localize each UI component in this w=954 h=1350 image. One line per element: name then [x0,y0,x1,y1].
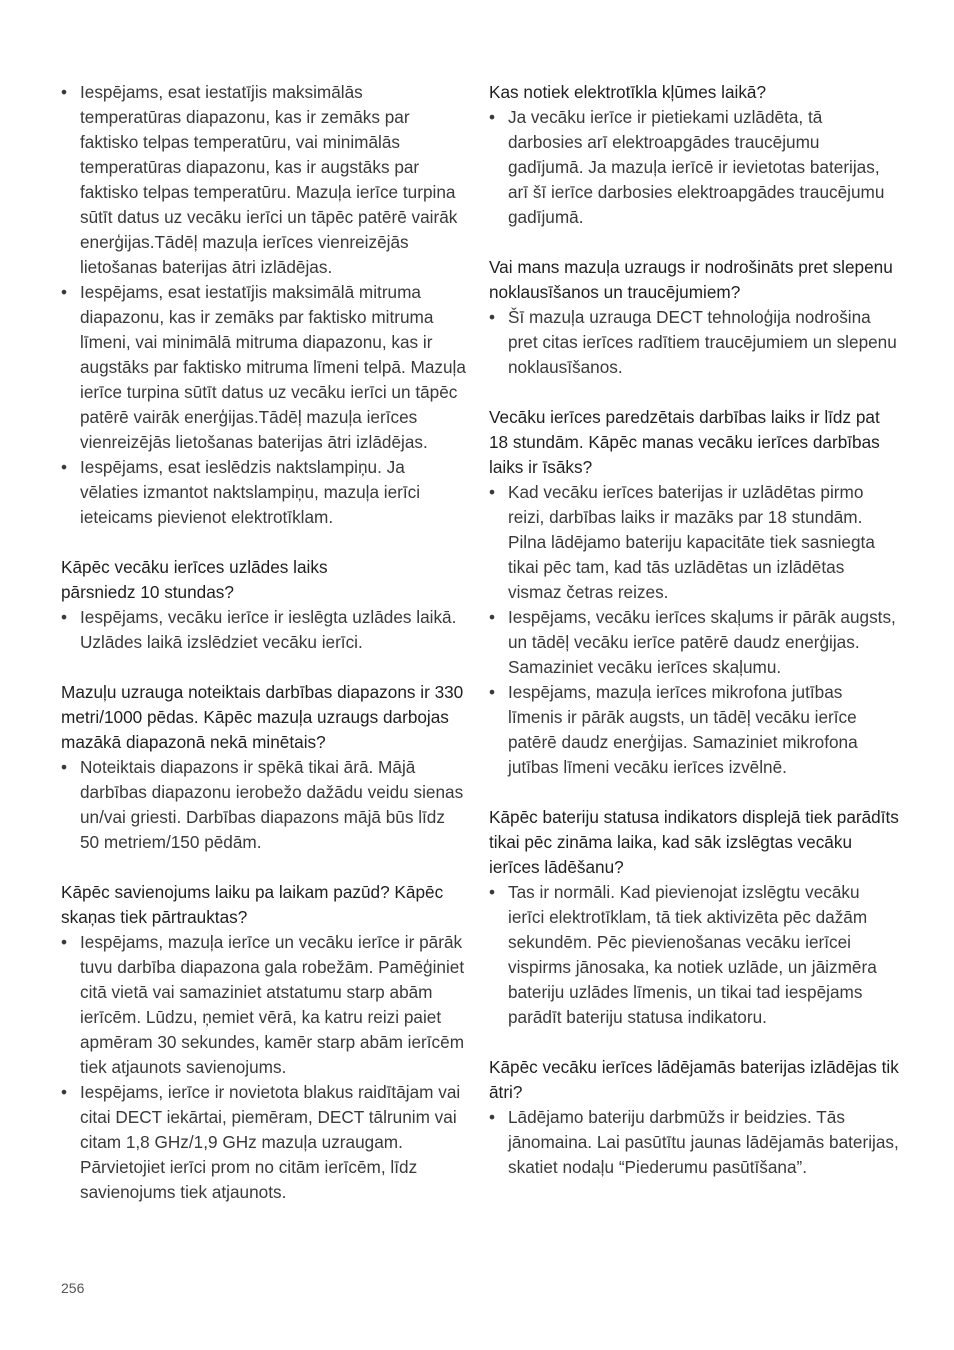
answer-list [61,755,466,855]
answer-list [489,305,899,380]
bullet: • [489,882,496,902]
faq-question: Kāpēc savienojums laiku pa laikam pazūd? Kāpēc skaņas tiek pārtrauktas? [61,882,444,927]
answer-list [489,1105,899,1180]
answer-item [61,455,466,530]
page-number: 256 [61,1280,85,1296]
faq-question: Kāpēc vecāku ierīces lādējamās baterijas izlādējas tik ātri? [489,1057,899,1102]
bullet: • [61,82,68,102]
answer-text: Ja vecāku ierīce ir pietiekami uzlādēta, tā darbosies arī elektroapgādes traucējumu gadījumā. Ja mazuļa ierīcē ir ievietotas baterijas, arī šī ierīce darbosies elektroapgādes traucējumu gadījumā. [508,107,885,227]
bullet: • [489,682,496,702]
faq-question: Kāpēc bateriju statusa indikators displejā tiek parādīts tikai pēc zināma laika, kad sāk izslēgtas vecāku ierīces lādēšanu? [489,807,899,877]
answer-text: Šī mazuļa uzrauga DECT tehnoloģija nodrošina pret citas ierīces radītiem traucējumiem un slepenu noklausīšanos. [508,307,897,377]
left-column [61,80,466,1230]
answer-item [489,305,899,380]
question-line: Kāpēc vecāku ierīces uzlādes laiks [61,557,328,577]
answer-text: Iespējams, esat ieslēdzis naktslampiņu. Ja vēlaties izmantot naktslampiņu, mazuļa ierīci ieteicams pievienot elektrotīklam. [80,457,421,527]
answer-item [61,930,466,1080]
answer-text: Iespējams, ierīce ir novietota blakus raidītājam vai citai DECT iekārtai, piemēram, DECT tālrunim vai citam 1,8 GHz/1,9 GHz mazuļa uzraugam. Pārvietojiet ierīci prom no citām ierīcēm, līdz savienojums tiek atjaunots. [80,1082,461,1202]
answer-list [489,880,899,1030]
answer-text: Tas ir normāli. Kad pievienojat izslēgtu vecāku ierīci elektrotīklam, tā tiek aktivizēta pēc dažām sekundēm. Pēc pievienošanas vecāku ierīcei vispirms jānosaka, ka notiek uzlāde, un jāizmēra bateriju uzlādes līmenis, un tikai tad iespējams parādīt bateriju statusa indikatoru. [508,882,877,1027]
answer-list [61,80,466,530]
answer-text: Lādējamo bateriju darbmūžs ir beidzies. Tās jānomaina. Lai pasūtītu jaunas lādējamās baterijas, skatiet nodaļu “Piederumu pasūtīšana”. [508,1107,899,1177]
faq-section [489,405,899,780]
faq-section [61,680,466,855]
bullet: • [61,457,68,477]
faq-question: Vai mans mazuļa uzraugs ir nodrošināts pret slepenu noklausīšanos un traucējumiem? [489,257,893,302]
answer-item [61,755,466,855]
answer-text: Noteiktais diapazons ir spēkā tikai ārā. Mājā darbības diapazonu ierobežo dažādu veidu sienas un/vai griesti. Darbības diapazons mājā būs līdz 50 metriem/150 pēdām. [80,757,464,852]
faq-question: Kas notiek elektrotīkla kļūmes laikā? [489,82,767,102]
faq-question [61,555,466,605]
bullet: • [61,607,68,627]
bullet: • [61,757,68,777]
faq-question: Mazuļu uzrauga noteiktais darbības diapazons ir 330 metri/1000 pēdas. Kāpēc mazuļa uzraugs darbojas mazākā diapazonā nekā minētais? [61,682,464,752]
answer-item [489,105,899,230]
bullet: • [489,1107,496,1127]
answer-item [489,480,899,605]
faq-section [61,555,466,655]
answer-text: Iespējams, esat iestatījis maksimālās temperatūras diapazonu, kas ir zemāks par faktisko telpas temperatūru, vai minimālās temperatūras diapazonu, kas ir augstāks par faktisko telpas temperatūru. Mazuļa ierīce turpina sūtīt datus uz vecāku ierīci un tāpēc patērē vairāk enerģijas.Tādēļ mazuļa ierīces vienreizējās lietošanas baterijas ātri izlādējas. [80,82,458,277]
bullet: • [489,107,496,127]
answer-item [61,1080,466,1205]
answer-list [61,930,466,1205]
answer-item [61,605,466,655]
bullet: • [61,282,68,302]
answer-item [489,605,899,680]
faq-section [61,80,466,530]
answer-text: Iespējams, vecāku ierīce ir ieslēgta uzlādes laikā. Uzlādes laikā izslēdziet vecāku ierīci. [80,607,457,652]
faq-section [489,805,899,1030]
question-line: pārsniedz 10 stundas? [61,582,234,602]
answer-text: Iespējams, mazuļa ierīce un vecāku ierīce ir pārāk tuvu darbība diapazona gala robežām. Pamēģiniet citā vietā vai samaziniet atstatumu starp abām ierīcēm. Lūdzu, ņemiet vērā, ka katru reizi paiet apmēram 30 sekundes, kamēr starp abām ierīcēm tiek atjaunots savienojums. [80,932,465,1077]
bullet: • [61,1082,68,1102]
answer-text: Iespējams, vecāku ierīces skaļums ir pārāk augsts, un tādēļ vecāku ierīce patērē daudz enerģijas. Samaziniet vecāku ierīces skaļumu. [508,607,896,677]
answer-item [489,680,899,780]
faq-section [489,1055,899,1180]
bullet: • [489,307,496,327]
right-column [489,80,899,1205]
faq-question: Vecāku ierīces paredzētais darbības laiks ir līdz pat 18 stundām. Kāpēc manas vecāku ierīces darbības laiks ir īsāks? [489,407,880,477]
answer-text: Iespējams, mazuļa ierīces mikrofona jutības līmenis ir pārāk augsts, un tādēļ vecāku ierīce patērē daudz enerģijas. Samaziniet mikrofona jutības līmeni vecāku ierīces izvēlnē. [508,682,858,777]
faq-section [489,80,899,230]
bullet: • [61,932,68,952]
bullet: • [489,482,496,502]
answer-text: Iespējams, esat iestatījis maksimālā mitruma diapazonu, kas ir zemāks par faktisko mitruma līmeni, vai minimālā mitruma diapazonu, kas ir augstāks par faktisko mitruma līmeni telpā. Mazuļa ierīce turpina sūtīt datus uz vecāku ierīci un tāpēc patērē vairāk enerģijas.Tādēļ mazuļa ierīces vienreizējās lietošanas baterijas ātri izlādējas. [80,282,466,452]
answer-list [489,480,899,780]
answer-item [489,880,899,1030]
bullet: • [489,607,496,627]
faq-section [61,880,466,1205]
answer-text: Kad vecāku ierīces baterijas ir uzlādētas pirmo reizi, darbības laiks ir mazāks par 18 stundām. Pilna lādējamo bateriju kapacitāte tiek sasniegta tikai pēc tam, kad tās uzlādētas un izlādētas vismaz četras reizes. [508,482,875,602]
answer-item [489,1105,899,1180]
answer-list [489,105,899,230]
answer-list [61,605,466,655]
answer-item [61,280,466,455]
faq-section [489,255,899,380]
answer-item [61,80,466,280]
